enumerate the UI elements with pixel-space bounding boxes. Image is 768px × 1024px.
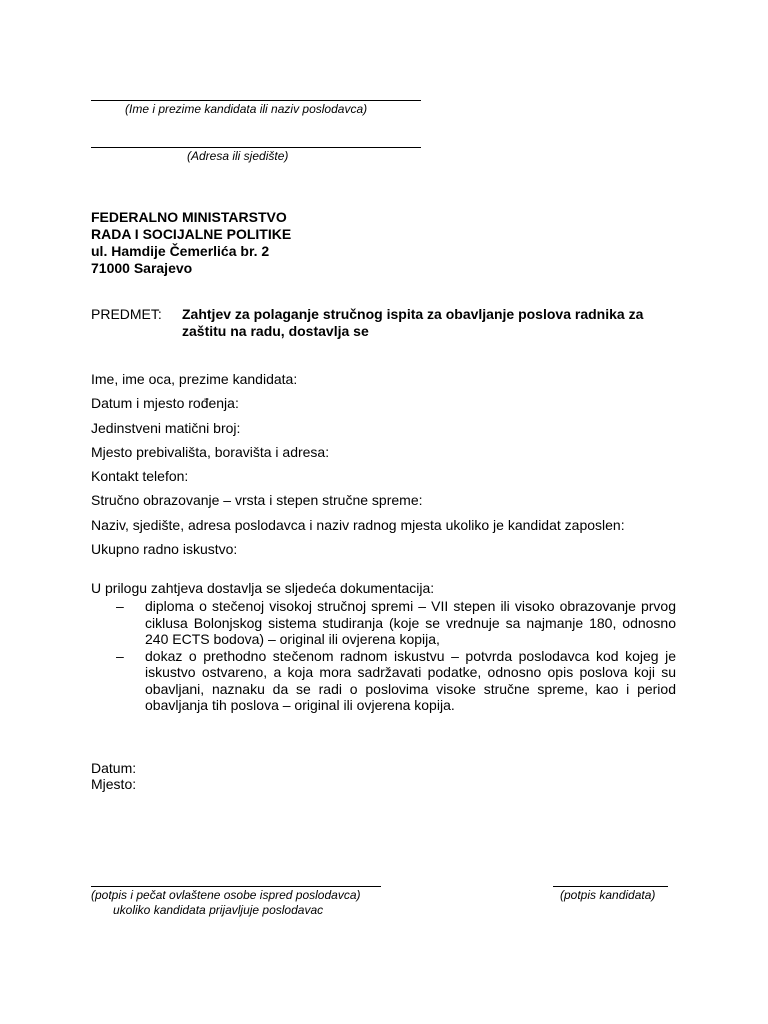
field-phone[interactable]: Kontakt telefon: [91, 468, 189, 485]
field-work-experience[interactable]: Ukupno radno iskustvo: [91, 541, 238, 558]
attachment-item [116, 598, 676, 648]
recipient-line: 71000 Sarajevo [91, 260, 193, 276]
field-residence-address[interactable]: Mjesto prebivališta, boravišta i adresa: [91, 443, 330, 460]
field-birth-date-place[interactable]: Datum i mjesto rođenja: [91, 395, 239, 412]
field-education[interactable]: Stručno obrazovanje – vrsta i stepen stručne spreme: [91, 492, 423, 509]
field-full-name[interactable]: Ime, ime oca, prezime kandidata: [91, 371, 298, 387]
recipient-line: ul. Hamdije Čemerlića br. 2 [91, 243, 270, 259]
subject-label: PREDMET: [91, 306, 162, 322]
field-jmbg[interactable]: Jedinstveni matični broj: [91, 419, 241, 436]
sender-name-caption: (Ime i prezime kandidata ili naziv poslodavca) [125, 102, 368, 116]
attachment-item [116, 648, 676, 714]
bullet-dash: – [116, 647, 124, 664]
attachment-item-text: diploma o stečenoj visokoj stručnoj spremi – VII stepen ili visoko obrazovanje prvog ciklusa Bolonjskog sistema studiranja (koje se vrednuje sa najmanje 180, odnosno 240 ECTS bodova) – original ili ovjerena kopija, [145, 598, 676, 647]
sender-name-line[interactable] [91, 100, 421, 101]
bullet-dash: – [116, 598, 124, 614]
attachments-list [116, 598, 676, 714]
candidate-fields [91, 371, 625, 565]
candidate-signature-line[interactable] [553, 886, 668, 887]
recipient-line: FEDERALNO MINISTARSTVO [91, 209, 287, 225]
attachment-item-text: dokaz o prethodno stečenom radnom iskustvu – potvrda poslodavca kod kojeg je iskustvo ostvareno, a koja mora sadržavati podatke, odnosno opis poslova koji su obavljani, naznaku da se radi o poslovima visoke stručne spreme, kao i period obavljanja tih poslova – original ili ovjerena kopija. [145, 647, 676, 713]
sender-address-caption: (Adresa ili sjedište) [187, 149, 289, 163]
place-label[interactable]: Mjesto: [91, 776, 137, 792]
subject-text: Zahtjev za polaganje stručnog ispita za obavljanje poslova radnika za zaštitu na radu, dostavlja se [182, 306, 644, 339]
candidate-signature-caption: (potpis kandidata) [560, 888, 656, 902]
field-employer[interactable]: Naziv, sjedište, adresa poslodavca i naziv radnog mjesta ukoliko je kandidat zaposlen: [91, 516, 625, 533]
attachments-intro: U prilogu zahtjeva dostavlja se sljedeća dokumentacija: [91, 580, 435, 596]
recipient-address [91, 209, 291, 277]
sender-address-line[interactable] [91, 147, 421, 148]
date-label[interactable]: Datum: [91, 760, 137, 776]
employer-signature-line[interactable] [91, 886, 381, 887]
employer-signature-caption: (potpis i pečat ovlaštene osobe ispred poslodavca) [91, 888, 361, 902]
recipient-line: RADA I SOCIJALNE POLITIKE [91, 226, 292, 242]
employer-signature-caption-note: ukoliko kandidata prijavljuje poslodavac [113, 903, 324, 917]
